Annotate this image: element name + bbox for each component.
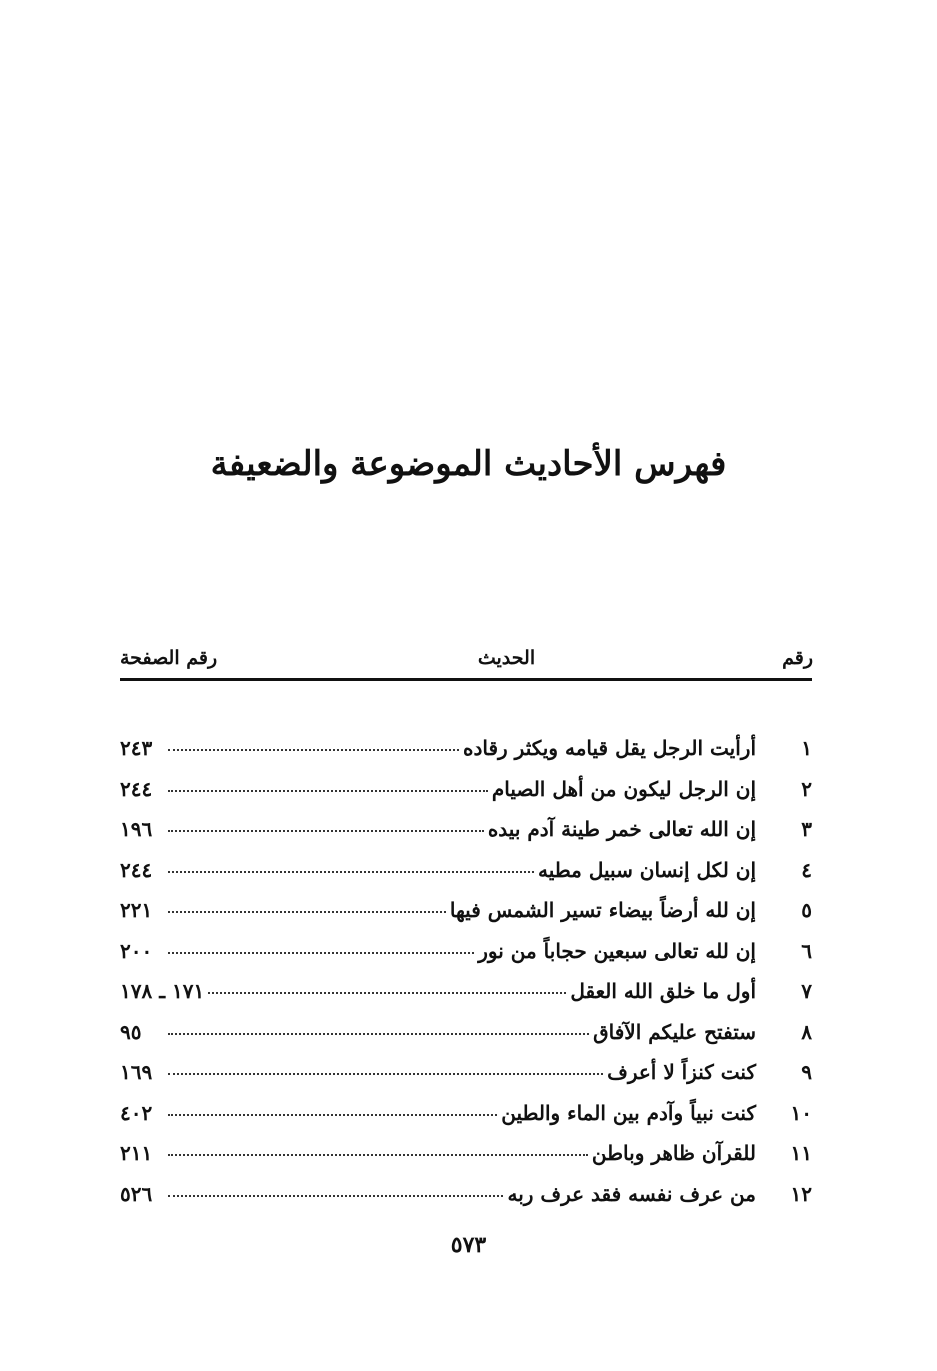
page-reference: ٥٢٦ (120, 1181, 153, 1206)
row-number: ١١ (790, 1141, 812, 1165)
row-entry (120, 852, 756, 888)
row-entry (120, 1095, 756, 1131)
row-entry (120, 973, 756, 1009)
column-header-number: رقم (782, 647, 813, 669)
page-reference: ٢٤٣ (120, 736, 153, 760)
row-entry (120, 1014, 756, 1050)
page-reference: ٢٠٠ (120, 938, 153, 963)
page-reference: ١٧١ ـ ١٧٨ (120, 979, 205, 1003)
page-reference: ٤٠٢ (120, 1100, 153, 1125)
dot-leader (168, 932, 474, 954)
index-row (120, 771, 812, 812)
row-number: ٦ (801, 938, 812, 963)
row-number: ٢ (801, 776, 812, 801)
row-entry (120, 892, 756, 928)
row-number: ١٠ (790, 1100, 812, 1125)
index-list (120, 730, 812, 1216)
index-row (120, 811, 812, 852)
hadith-text: كنت نبياً وآدم بين الماء والطين (501, 1100, 756, 1125)
hadith-text: إن الرجل ليكون من أهل الصيام (491, 776, 756, 801)
hadith-text: إن لكل إنسان سبيل مطيه (538, 857, 756, 882)
page-title: فهرس الأحاديث الموضوعة والضعيفة (210, 444, 727, 484)
hadith-text: للقرآن ظاهر وباطن (591, 1141, 756, 1165)
row-number: ٨ (801, 1019, 812, 1044)
dot-leader (168, 729, 459, 751)
dot-leader (168, 1134, 588, 1156)
hadith-text: من عرف نفسه فقد عرف ربه (507, 1181, 756, 1206)
row-entry (120, 1135, 756, 1171)
row-entry (120, 1054, 756, 1090)
column-header-hadith: الحديث (477, 647, 536, 669)
row-entry (120, 730, 756, 766)
dot-leader (168, 1013, 589, 1035)
row-number: ٩ (801, 1060, 812, 1084)
page-reference: ٩٥ (120, 1019, 142, 1044)
row-entry (120, 811, 756, 847)
row-entry (120, 933, 756, 969)
index-row (120, 933, 812, 974)
header-rule (120, 678, 812, 681)
hadith-text: كنت كنزاً لا أعرف (607, 1060, 756, 1084)
dot-leader (168, 891, 446, 913)
hadith-text: إن لله أرضاً بيضاء تسير الشمس فيها (449, 898, 756, 922)
dot-leader (208, 972, 566, 994)
index-row (120, 1054, 812, 1095)
row-number: ٤ (801, 857, 812, 882)
dot-leader (168, 1175, 503, 1197)
dot-leader (168, 1053, 603, 1075)
row-entry (120, 1176, 756, 1212)
dot-leader (168, 1094, 497, 1116)
row-number: ١٢ (790, 1181, 812, 1206)
row-number: ٥ (801, 898, 812, 922)
index-row (120, 1176, 812, 1217)
hadith-text: ستفتح عليكم الآفاق (593, 1019, 756, 1044)
index-row (120, 1095, 812, 1136)
page-reference: ٢٤٤ (120, 857, 153, 882)
dot-leader (168, 851, 534, 873)
page-number: ٥٧٣ (450, 1232, 487, 1258)
page-reference: ٢٤٤ (120, 776, 153, 801)
page-reference: ١٦٩ (120, 1060, 153, 1084)
row-number: ١ (801, 736, 812, 760)
index-row (120, 730, 812, 771)
hadith-text: أول ما خلق الله العقل (570, 979, 756, 1003)
hadith-text: إن لله تعالى سبعين حجاباً من نور (478, 938, 756, 963)
index-row (120, 892, 812, 933)
page-reference: ١٩٦ (120, 817, 153, 841)
page-reference: ٢٢١ (120, 898, 153, 922)
hadith-text: أرأيت الرجل يقل قيامه ويكثر رقاده (463, 736, 756, 760)
row-number: ٧ (801, 979, 812, 1003)
row-number: ٣ (801, 817, 812, 841)
column-header-page: رقم الصفحة (120, 647, 218, 669)
index-row (120, 973, 812, 1014)
dot-leader (168, 810, 484, 832)
row-entry (120, 771, 756, 807)
index-row (120, 1014, 812, 1055)
index-row (120, 852, 812, 893)
index-row (120, 1135, 812, 1176)
hadith-text: إن الله تعالى خمر طينة آدم بيده (487, 817, 756, 841)
page-reference: ٢١١ (120, 1141, 153, 1165)
dot-leader (168, 770, 488, 792)
